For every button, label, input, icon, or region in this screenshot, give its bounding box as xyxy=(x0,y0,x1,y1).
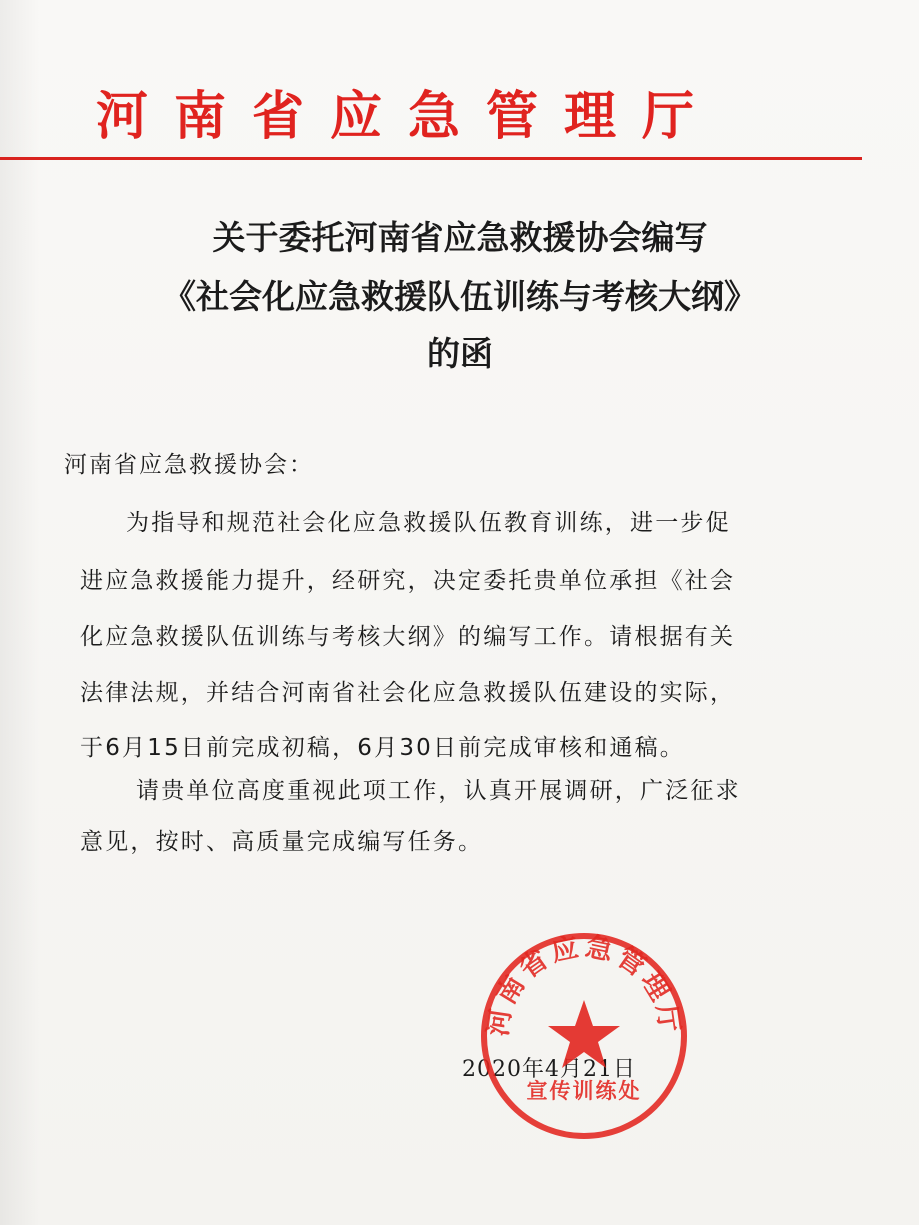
paragraph-1-line-5: 于6月15日前完成初稿，6月30日前完成审核和通稿。 xyxy=(80,735,685,761)
paragraph-1-line-1: 为指导和规范社会化应急救援队伍教育训练，进一步促 xyxy=(126,510,731,536)
seal-outer-text: 河南省应急管理厅 xyxy=(482,931,686,1039)
page-shadow xyxy=(0,0,40,1225)
star-icon xyxy=(548,1000,620,1068)
salutation: 河南省应急救援协会： xyxy=(64,452,314,478)
official-seal xyxy=(478,930,690,1142)
paragraph-2-line-2: 意见，按时、高质量完成编写任务。 xyxy=(80,829,484,855)
paragraph-1-line-2: 进应急救援能力提升，经研究，决定委托贵单位承担《社会 xyxy=(80,568,736,594)
signature-date: 2020年4月21日 xyxy=(462,1057,636,1082)
paragraph-1-line-3: 化应急救援队伍训练与考核大纲》的编写工作。请根据有关 xyxy=(80,624,736,650)
paragraph-1-line-4: 法律法规，并结合河南省社会化应急救援队伍建设的实际， xyxy=(80,680,736,706)
title-line-2: 《社会化应急救援队伍训练与考核大纲》 xyxy=(163,277,757,316)
title-line-1: 关于委托河南省应急救援协会编写 xyxy=(212,218,708,257)
org-header: 河南省应急管理厅 xyxy=(96,86,721,147)
seal-inner-text: 宣传训练处 xyxy=(526,1078,642,1103)
header-divider xyxy=(0,157,862,160)
title-line-3: 的函 xyxy=(427,334,493,373)
paragraph-2-line-1: 请贵单位高度重视此项工作，认真开展调研，广泛征求 xyxy=(136,778,741,804)
